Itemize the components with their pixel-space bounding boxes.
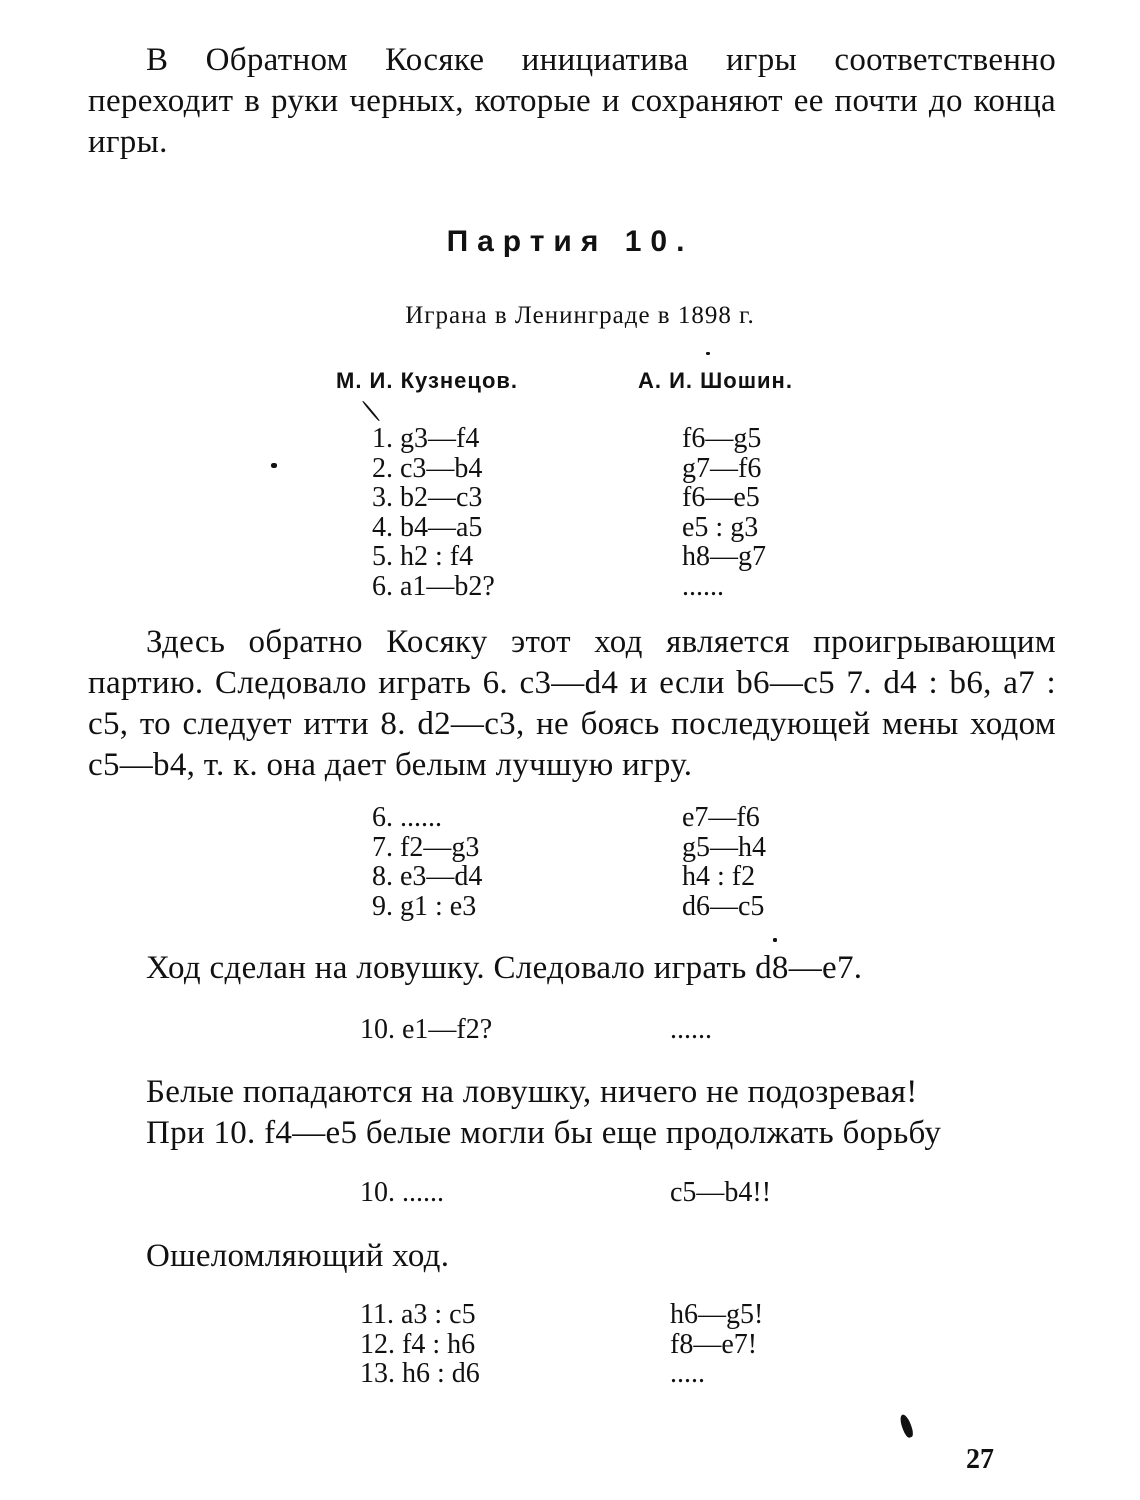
page-number: 27 — [966, 1444, 994, 1475]
black-move: d6—с5 — [682, 890, 765, 922]
comment-paragraph-3 — [146, 1072, 1056, 1154]
black-move: е5 : g3 — [682, 511, 759, 543]
black-move: h4 : f2 — [682, 861, 756, 892]
white-move: 4. b4—а5 — [372, 511, 483, 543]
intro-paragraph: В Обратном Косяке инициатива игры соответственно переходит в руки черных, которые и сохраняют ее почти до конца игры. — [88, 42, 1056, 160]
white-move: 5. h2 : f4 — [372, 541, 474, 572]
white-move: 8. е3—d4 — [372, 861, 483, 892]
black-move: е7—f6 — [682, 802, 760, 833]
comment-3-line-2: При 10. f4—е5 белые могли бы еще продолжать борьбу — [146, 1115, 942, 1151]
ink-speck — [773, 938, 777, 942]
white-move: 2. с3—b4 — [372, 452, 483, 484]
black-move: f6—е5 — [682, 482, 760, 513]
black-move: f8—е7! — [670, 1328, 758, 1360]
black-move: g5—h4 — [682, 831, 766, 863]
black-move: h6—g5! — [670, 1299, 764, 1330]
comment-paragraph-1: Здесь обратно Косяку этот ход является проигрывающим партию. Следовало играть 6. с3—d4 и если b6—с5 7. d4 : b6, а7 : с5, то следует итти 8. d2—с3, не боясь последующей мены ходом с5—b4, т. к. она дает белым лучшую игру. — [88, 624, 1056, 783]
ink-blot — [898, 1413, 915, 1439]
white-move: 9. g1 : е3 — [372, 890, 477, 922]
black-move: f6—g5 — [682, 423, 762, 454]
white-move: 13. h6 : d6 — [360, 1358, 480, 1389]
white-move: 12. f4 : h6 — [360, 1328, 476, 1360]
white-player-name: М. И. Кузнецов. — [336, 368, 519, 393]
white-move: 10. ...... — [360, 1177, 444, 1208]
ink-speck — [706, 352, 710, 355]
black-move: ...... — [682, 570, 724, 602]
white-move: 6. ...... — [372, 802, 442, 833]
white-move: 3. b2—с3 — [372, 482, 483, 513]
black-move: ..... — [670, 1358, 705, 1389]
black-move: ...... — [670, 1014, 712, 1045]
black-move: g7—f6 — [682, 452, 762, 484]
white-move: 7. f2—g3 — [372, 831, 480, 863]
black-player-name: А. И. Шошин. — [638, 368, 793, 393]
white-move: 10. е1—f2? — [360, 1014, 493, 1045]
black-move: с5—b4!! — [670, 1177, 772, 1208]
white-move: 6. а1—b2? — [372, 570, 495, 602]
pencil-tick-mark — [362, 400, 380, 421]
comment-3-line-1: Белые попадаются на ловушку, ничего не подозревая! — [146, 1074, 918, 1110]
white-move: 11. а3 : с5 — [360, 1299, 476, 1330]
white-move: 1. g3—f4 — [372, 423, 480, 454]
comment-paragraph-2: Ход сделан на ловушку. Следовало играть d8—е7. — [146, 950, 863, 986]
ink-speck — [271, 463, 277, 468]
game-title: Партия 10. — [446, 225, 694, 258]
black-move: h8—g7 — [682, 541, 766, 572]
comment-paragraph-4: Ошеломляющий ход. — [146, 1238, 450, 1274]
game-subtitle: Играна в Ленинграде в 1898 г. — [405, 302, 755, 329]
